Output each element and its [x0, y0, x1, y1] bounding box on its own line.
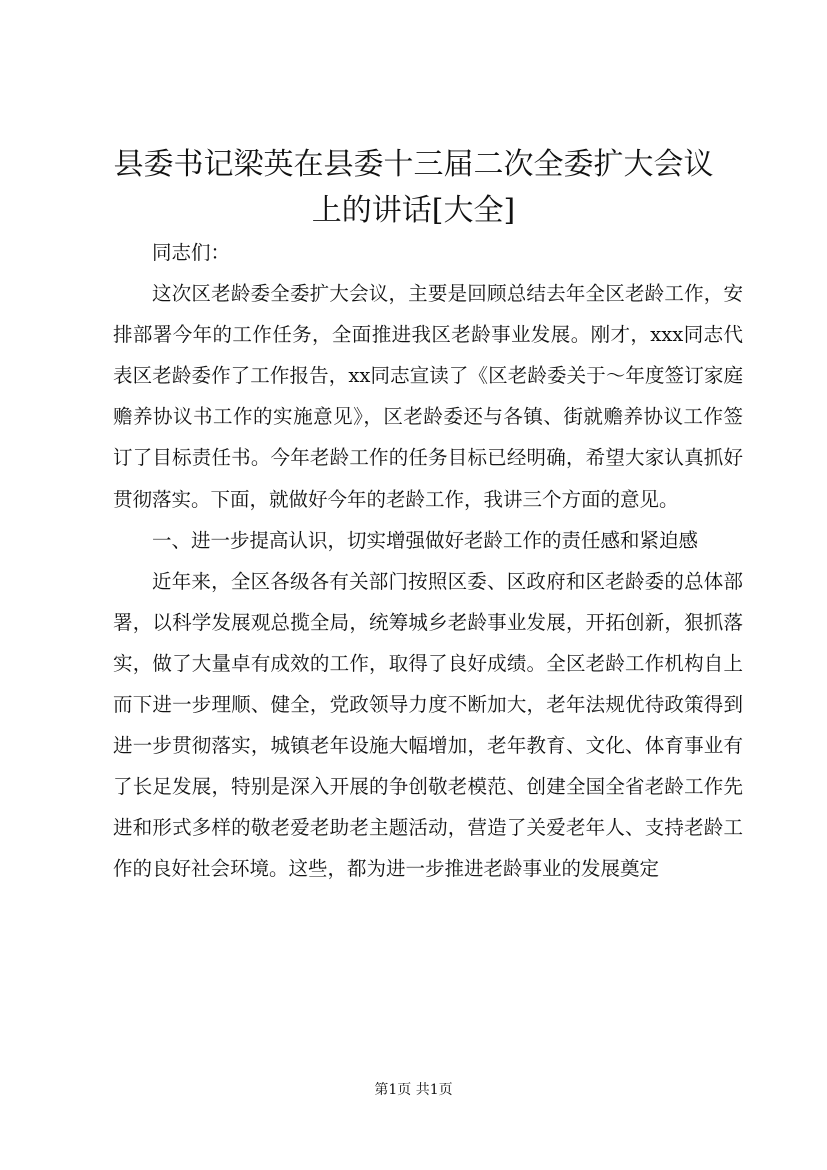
salutation-paragraph: 同志们： — [152, 241, 231, 264]
page-footer: 第1页 共1页 — [374, 1082, 453, 1098]
document-body — [113, 232, 743, 890]
document-title: 县委书记梁英在县委十三届二次全委扩大会议上的讲话[大全] — [113, 147, 714, 228]
body-paragraph: 这次区老龄委全委扩大会议，主要是回顾总结去年全区老龄工作，安排部署今年的工作任务，全面推进我区老龄事业发展。刚才，xxx同志代表区老龄委作了工作报告，xx同志宣读了《区老龄委关于～年度签订家庭赡养协议书工作的实施意见》，区老龄委还与各镇、街就赡养协议工作签订了目标责任书。今年老龄工作的任务目标已经明确，希望大家认真抓好贯彻落实。下面，就做好今年的老龄工作，我讲三个方面的意见。 — [113, 282, 743, 511]
section-heading: 一、进一步提高认识，切实增强做好老龄工作的责任感和紧迫感 — [152, 528, 699, 552]
body-paragraph: 近年来，全区各级各有关部门按照区委、区政府和区老龄委的总体部署，以科学发展观总揽全局，统筹城乡老龄事业发展，开拓创新，狠抓落实，做了大量卓有成效的工作，取得了良好成绩。全区老龄工作机构自上而下进一步理顺、健全，党政领导力度不断加大，老年法规优待政策得到进一步贯彻落实，城镇老年设施大幅增加，老年教育、文化、体育事业有了长足发展，特别是深入开展的争创敬老模范、创建全国全省老龄工作先进和形式多样的敬老爱老助老主题活动，营造了关爱老年人、支持老龄工作的良好社会环境。这些，都为进一步推进老龄事业的发展奠定 — [113, 569, 743, 881]
